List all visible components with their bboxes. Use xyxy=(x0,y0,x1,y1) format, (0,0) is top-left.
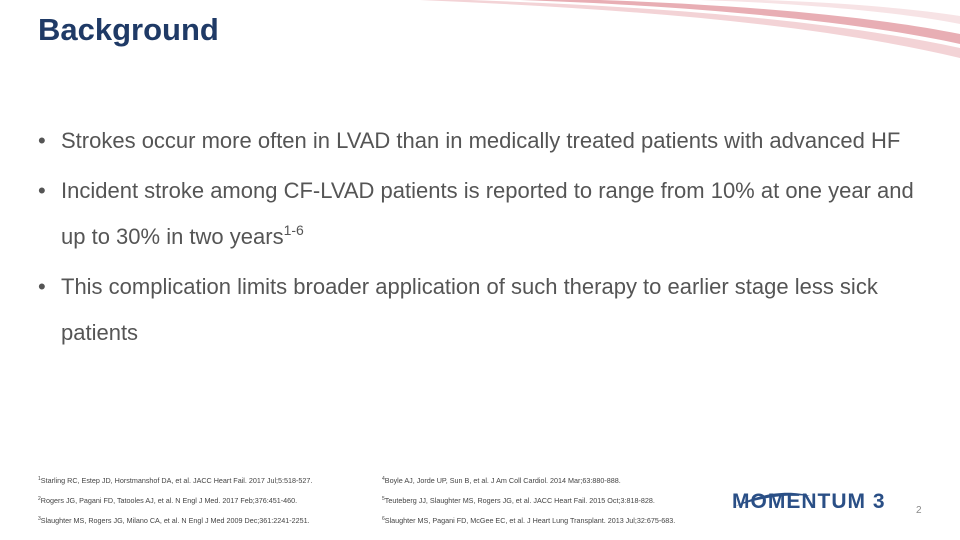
slide-title: Background xyxy=(38,12,219,47)
reference-number: 5 xyxy=(382,496,385,502)
bullet-marker: • xyxy=(38,128,46,153)
logo-text: MOMENTUM 3 xyxy=(732,490,886,513)
reference-text: Starling RC, Estep JD, Horstmanshof DA, et al. JACC Heart Fail. 2017 Jul;5:518-527. xyxy=(40,476,313,485)
bullet-text: This complication limits broader application of such therapy to earlier stage less sick patients xyxy=(61,274,878,345)
reference-item xyxy=(382,476,722,485)
reference-number: 4 xyxy=(382,476,385,482)
references-right-column xyxy=(382,476,722,536)
reference-item xyxy=(382,496,722,505)
reference-number: 6 xyxy=(382,516,385,522)
reference-text: Teuteberg JJ, Slaughter MS, Rogers JG, et al. JACC Heart Fail. 2015 Oct;3:818-828. xyxy=(384,496,655,505)
bullet-marker: • xyxy=(38,178,46,203)
reference-number: 1 xyxy=(38,476,41,482)
reference-text: Slaughter MS, Rogers JG, Milano CA, et al. N Engl J Med 2009 Dec;361:2241-2251. xyxy=(40,516,310,525)
reference-text: Boyle AJ, Jorde UP, Sun B, et al. J Am Coll Cardiol. 2014 Mar;63:880-888. xyxy=(384,476,621,485)
reference-item xyxy=(38,516,378,525)
reference-item xyxy=(382,516,722,525)
page-number: 2 xyxy=(916,505,922,516)
bullet-list xyxy=(38,118,918,360)
reference-item xyxy=(38,496,378,505)
reference-text: Rogers JG, Pagani FD, Tatooles AJ, et al. N Engl J Med. 2017 Feb;376:451-460. xyxy=(40,496,298,505)
bullet-marker: • xyxy=(38,274,46,299)
bullet-item xyxy=(38,118,918,164)
reference-text: Slaughter MS, Pagani FD, McGee EC, et al. J Heart Lung Transplant. 2013 Jul;32:675-683. xyxy=(384,516,676,525)
momentum-3-logo xyxy=(732,488,912,518)
reference-number: 2 xyxy=(38,496,41,502)
bullet-item xyxy=(38,168,918,260)
bullet-item xyxy=(38,264,918,356)
reference-item xyxy=(38,476,378,485)
citation-superscript: 1-6 xyxy=(283,222,304,238)
bullet-text: Incident stroke among CF-LVAD patients is reported to range from 10% at one year and up to 30% in two years xyxy=(61,178,914,249)
references-left-column xyxy=(38,476,378,536)
reference-number: 3 xyxy=(38,516,41,522)
bullet-text: Strokes occur more often in LVAD than in medically treated patients with advanced HF xyxy=(61,128,901,153)
